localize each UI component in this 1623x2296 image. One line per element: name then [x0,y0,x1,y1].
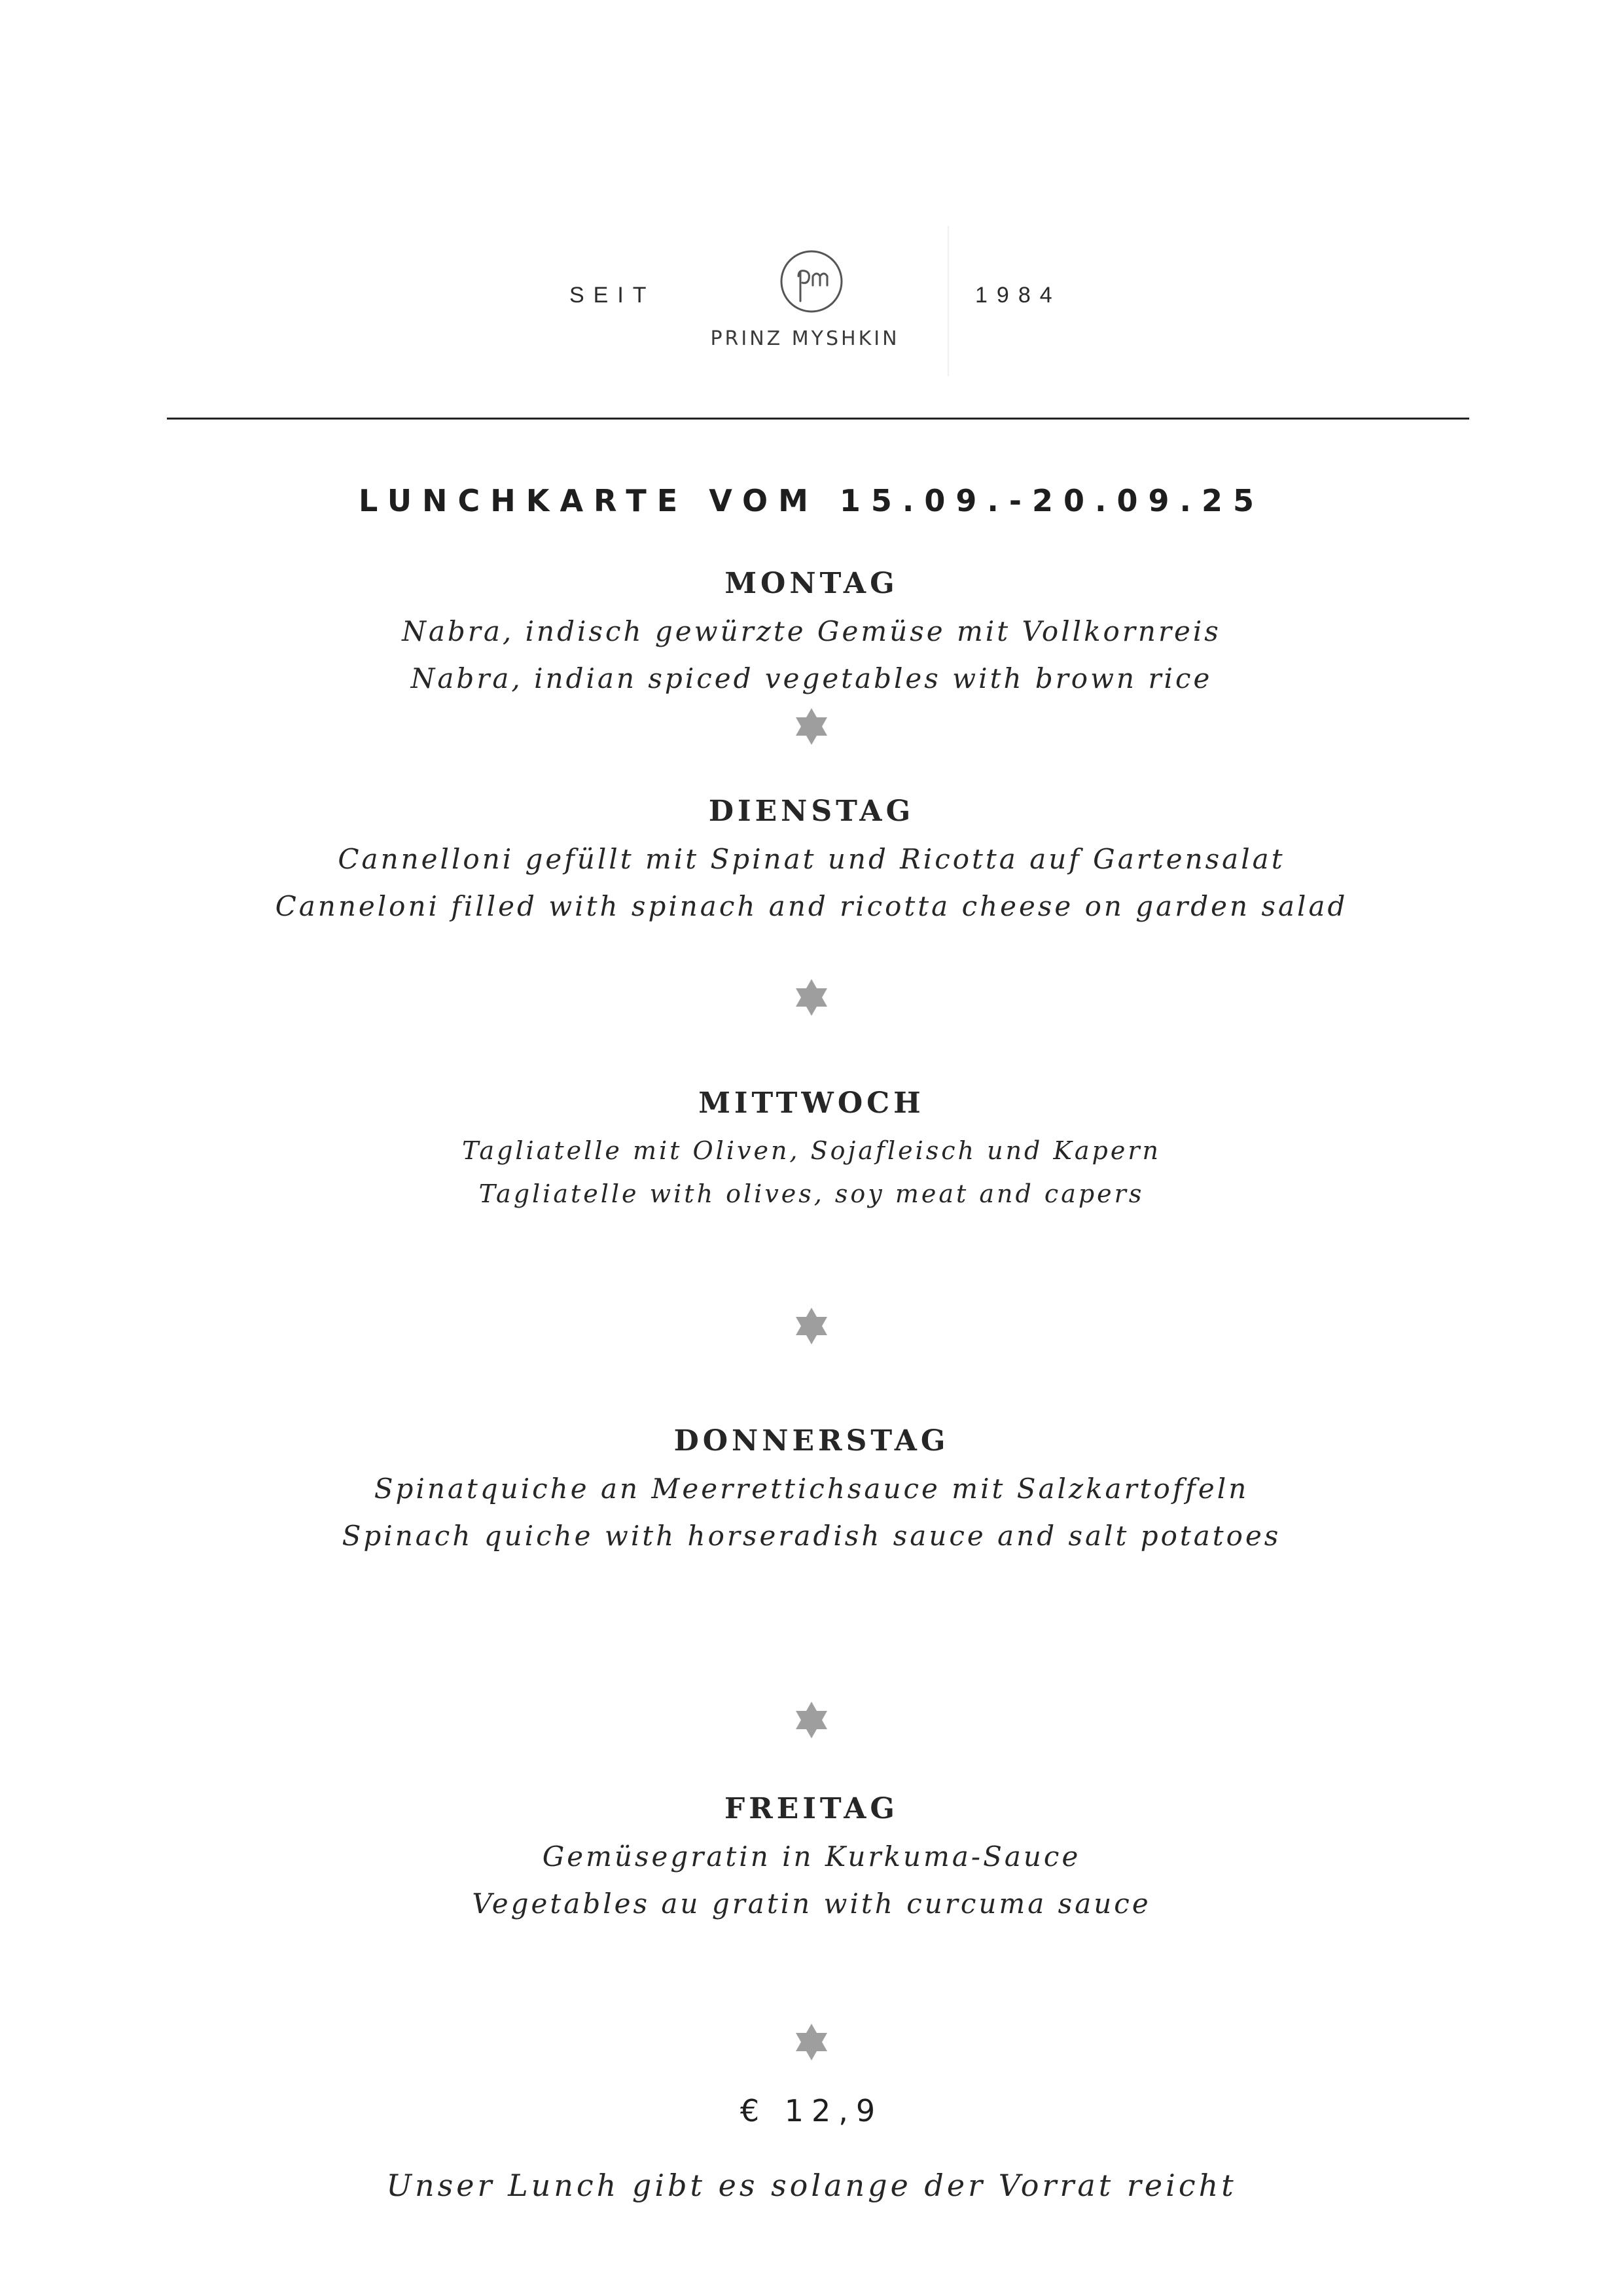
dish-en-dienstag: Canneloni filled with spinach and ricotta cheese on garden salad [275,890,1348,922]
menu-title: LUNCHKARTE VOM 15.09.-20.09.25 [359,483,1264,518]
star-icon [792,978,831,1017]
dish-de-montag: Nabra, indisch gewürzte Gemüse mit Vollkornreis [402,615,1221,647]
dish-de-mittwoch: Tagliatelle mit Oliven, Sojafleisch und Kapern [462,1136,1161,1165]
brand-name: PRINZ MYSHKIN [710,327,900,350]
header-divider [167,418,1469,420]
day-name-montag: MONTAG [724,567,899,600]
dish-en-freitag: Vegetables au gratin with curcuma sauce [472,1888,1151,1920]
day-name-dienstag: DIENSTAG [708,795,915,828]
dish-en-montag: Nabra, indian spiced vegetables with brown rice [410,662,1213,694]
star-icon [792,1306,831,1346]
price: € 12,9 [740,2093,883,2128]
star-icon [792,707,831,746]
day-name-donnerstag: DONNERSTAG [673,1424,950,1458]
header-divider-vertical [948,226,949,376]
pm-monogram-icon [779,249,844,314]
star-icon [792,1700,831,1740]
dish-en-donnerstag: Spinach quiche with horseradish sauce and salt potatoes [342,1520,1281,1552]
seit-label: SEIT [569,283,656,308]
dish-de-freitag: Gemüsegratin in Kurkuma-Sauce [542,1840,1081,1873]
dish-en-mittwoch: Tagliatelle with olives, soy meat and capers [478,1179,1145,1208]
day-name-mittwoch: MITTWOCH [698,1086,925,1120]
star-icon [792,2022,831,2062]
day-name-freitag: FREITAG [724,1792,899,1825]
year-label: 1984 [975,283,1061,308]
dish-de-donnerstag: Spinatquiche an Meerrettichsauce mit Salzkartoffeln [374,1473,1249,1505]
footer-note: Unser Lunch gibt es solange der Vorrat reicht [386,2168,1237,2203]
dish-de-dienstag: Cannelloni gefüllt mit Spinat und Ricotta auf Gartensalat [338,843,1285,875]
